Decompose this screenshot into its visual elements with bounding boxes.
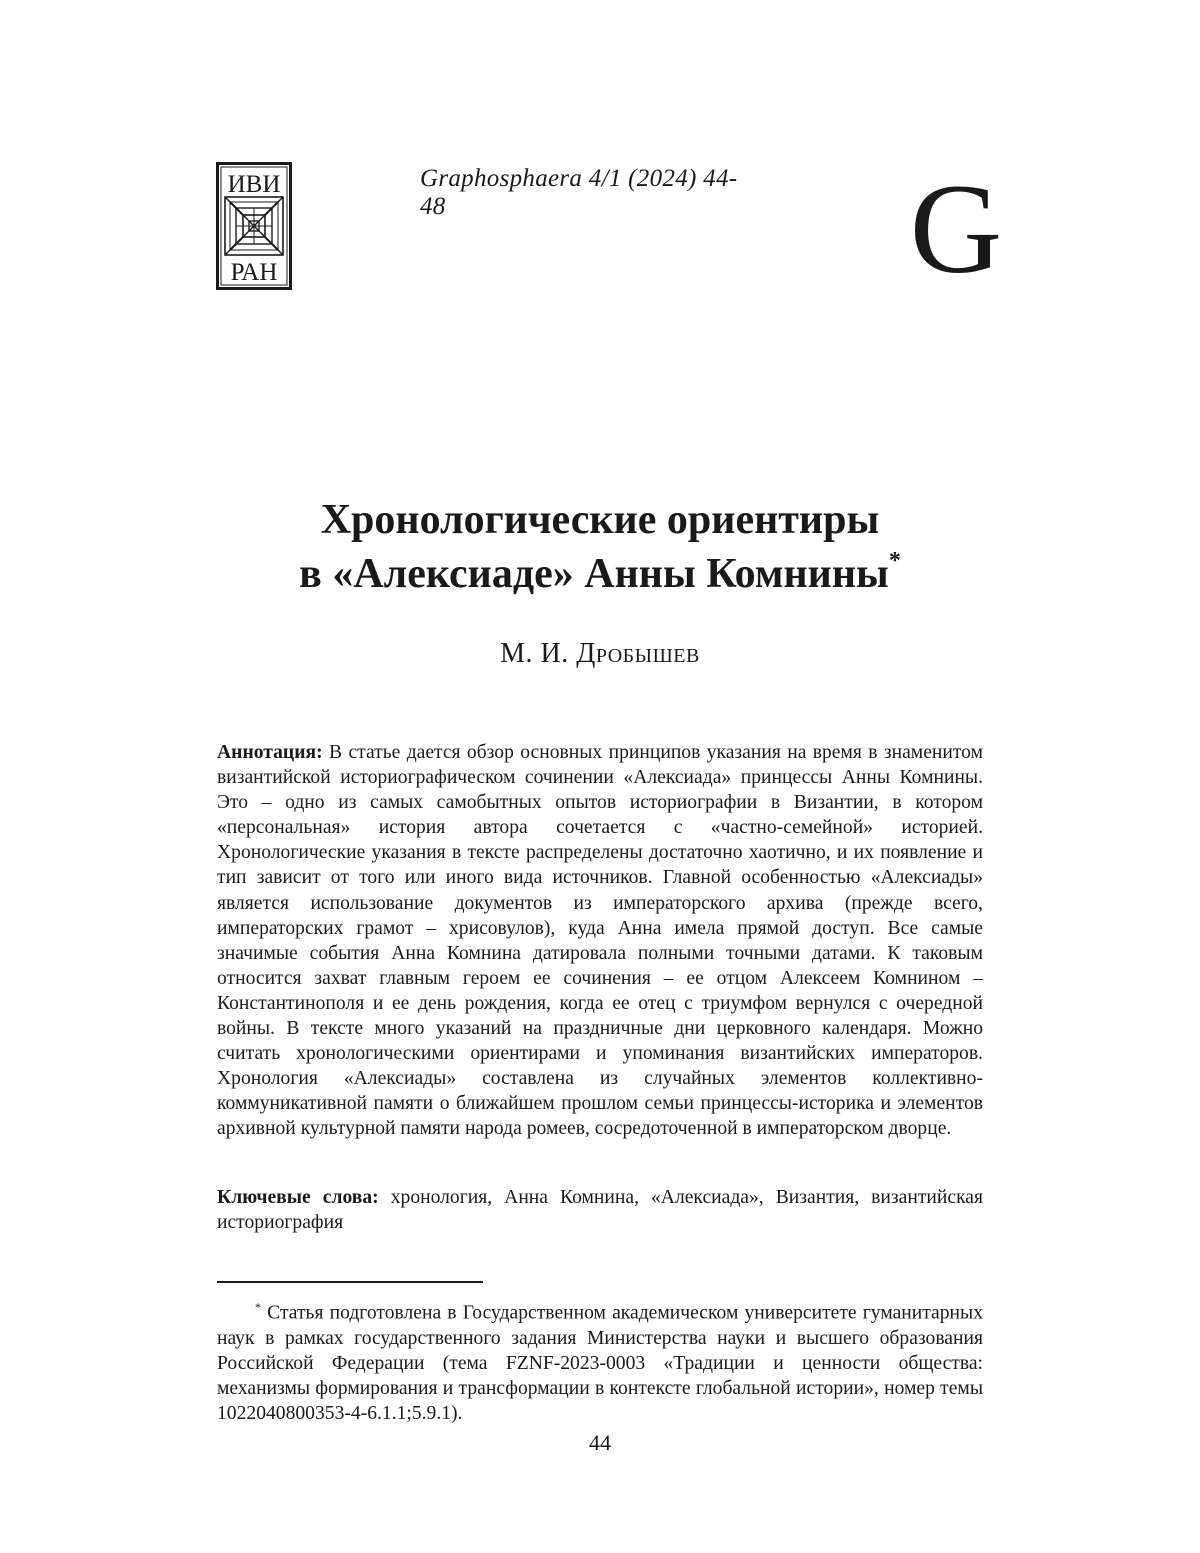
footnote-text: Статья подготовлена в Государственном академическом университете гуманитарных наук в рамках государственного задания Министерства науки и высшего образования Российской Федерации (тема FZNF-2023-0003 «Традиции и ценности общества: механизмы формирования и трансформации в контексте глобальной истории», номер темы 1022040800353-4-6.1.1;5.9.1). — [217, 1302, 983, 1424]
author-surname: Дробышев — [576, 638, 700, 669]
title-footnote-mark: * — [888, 548, 901, 574]
author-initials: М. И. — [500, 638, 569, 669]
abstract-label: Аннотация: — [217, 742, 323, 763]
title-line-1: Хронологические ориентиры — [320, 497, 880, 543]
logo-top-text: ИВИ — [227, 171, 281, 198]
ivi-ran-logo — [216, 162, 292, 290]
article-title — [150, 493, 1050, 601]
footnote-divider — [217, 1281, 483, 1283]
keywords — [217, 1185, 983, 1235]
footnote-mark: * — [255, 1300, 261, 1314]
article-author — [150, 638, 1050, 670]
abstract — [217, 740, 983, 1142]
logo-letter: G — [909, 172, 1003, 280]
logo-bottom-text: РАН — [230, 259, 278, 286]
footnote — [217, 1295, 983, 1426]
keywords-text: хронология, Анна Комнина, «Алексиада», Византия, византийская историография — [217, 1187, 983, 1234]
abstract-text: В статье дается обзор основных принципов указания на время в знаменитом византийской историографическом сочинении «Алексиада» принцессы Анны Комнины. Это – одно из самых самобытных опытов историографии в Византии, в котором «персональная» история автора сочетается с «частно-семейной» историей. Хронологические указания в тексте распределены достаточно хаотично, и их появление и тип зависит от того или иного вида источников. Главной особенностью «Алексиады» является использование документов из императорского архива (прежде всего, императорских грамот – хрисовулов), куда Анна имела прямой доступ. Все самые значимые события Анна Комнина датировала полными точными датами. К таковым относится захват главным героем ее сочинения – ее отцом Алексеем Комнином – Константинополя и ее день рождения, когда ее отец с триумфом вернулся с очередной войны. В тексте много указаний на праздничные дни церковного календаря. Можно считать хронологическими ориентирами и упоминания византийских императоров. Хронология «Алексиады» составлена из случайных элементов коллективно-коммуникативной памяти о ближайшем прошлом семьи принцессы-историка и элементов архивной культурной памяти народа ромеев, сосредоточенной в императорском дворце. — [217, 742, 983, 1140]
journal-reference: Graphosphaera 4/1 (2024) 44-48 — [420, 165, 738, 220]
title-line-2-text: в «Алексиаде» Анны Комнины — [299, 551, 889, 597]
title-line-2 — [150, 547, 1050, 601]
graphosphaera-logo — [904, 172, 1008, 280]
page-number: 44 — [589, 1430, 611, 1455]
keywords-label: Ключевые слова: — [217, 1187, 379, 1208]
